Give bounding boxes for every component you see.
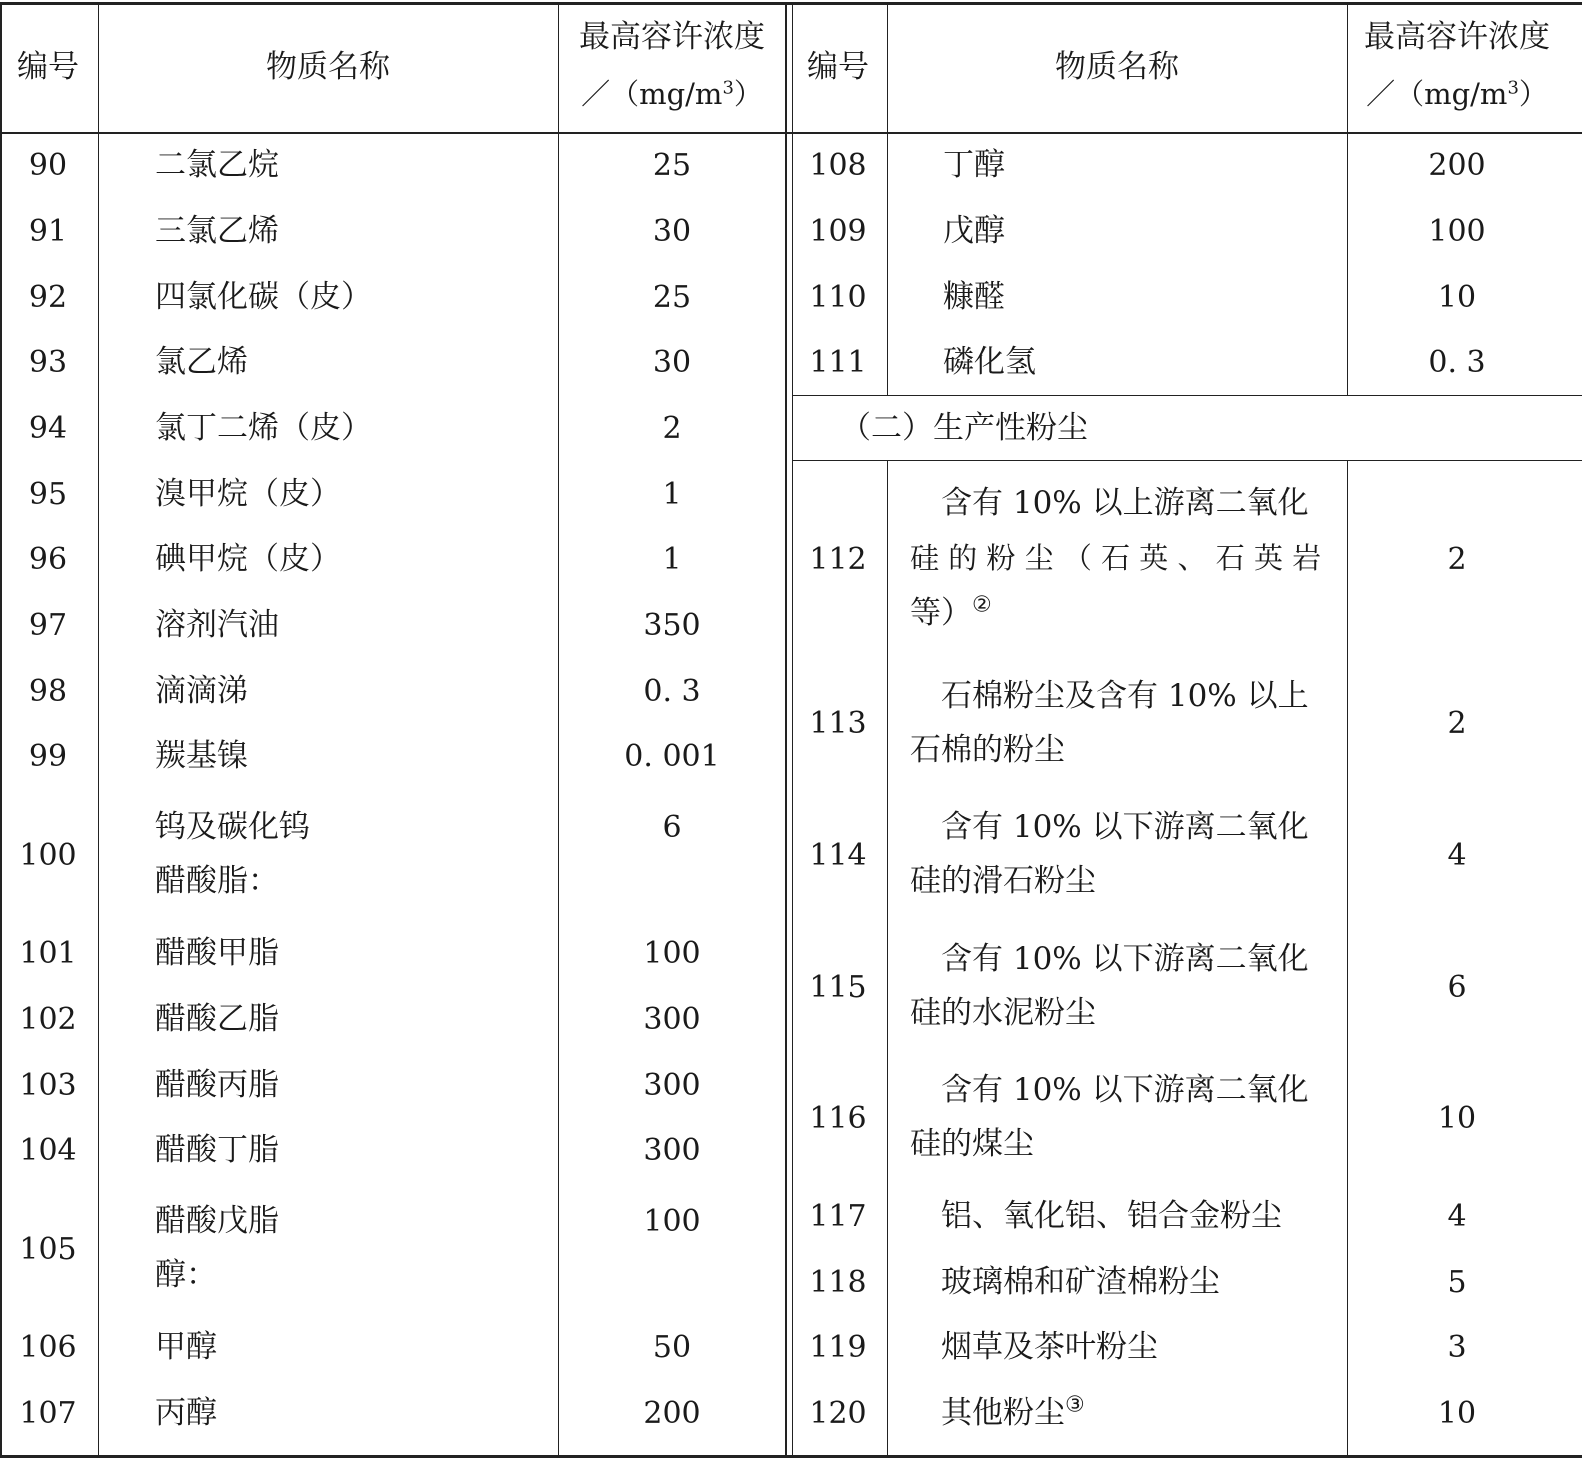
row-name-line: 含有 10% 以下游离二氧化: [910, 809, 1309, 845]
row-no: 94: [28, 411, 68, 446]
row-limit: 350: [643, 608, 701, 643]
section-top-rule: [792, 395, 1582, 396]
row-limit: 0. 3: [643, 674, 701, 709]
row-name-line: 硅 的 粉 尘 （ 石 英 、 石 英 岩: [910, 541, 1322, 575]
row-limit: 0. 3: [1428, 345, 1486, 380]
footnote-mark: ②: [972, 592, 992, 618]
right-col-divider-2b: [1347, 461, 1348, 1458]
table-bottom-rule: [0, 1455, 1582, 1458]
header-limit-left-line1: 最高容许浓度: [579, 19, 765, 55]
header-no-left: 编号: [17, 49, 79, 85]
right-col-divider-2: [1347, 2, 1348, 396]
row-limit: 200: [1428, 148, 1486, 183]
row-no: 100: [19, 838, 77, 873]
row-limit: 10: [1437, 280, 1477, 315]
row-no: 103: [19, 1068, 77, 1103]
header-limit-unit: ／（mg/m: [581, 77, 723, 111]
row-name-line: 石棉的粉尘: [910, 732, 1065, 768]
row-limit: 2: [1447, 542, 1467, 577]
header-limit-right-line2: [1366, 77, 1548, 111]
row-name-line: 硅的煤尘: [910, 1126, 1034, 1162]
row-limit: 10: [1437, 1396, 1477, 1431]
row-limit: 4: [1447, 838, 1467, 873]
row-no: 93: [28, 345, 68, 380]
row-name-line: 硅的水泥粉尘: [910, 995, 1096, 1031]
section-heading: （二）生产性粉尘: [840, 410, 1088, 446]
row-limit: 6: [662, 810, 682, 845]
center-double-rule-a: [785, 2, 787, 1458]
row-name: 羰基镍: [155, 738, 248, 774]
row-no: 102: [19, 1002, 77, 1037]
row-name-text: 等）: [910, 595, 972, 631]
row-limit: 300: [643, 1133, 701, 1168]
header-limit-sup: 3: [722, 77, 734, 99]
header-no-right: 编号: [807, 49, 869, 85]
row-limit: 0. 001: [624, 739, 720, 774]
row-no: 119: [809, 1330, 867, 1365]
row-limit: 30: [652, 345, 692, 380]
row-name-line: 铝、氧化铝、铝合金粉尘: [910, 1198, 1282, 1234]
row-no: 111: [809, 345, 867, 380]
row-name: 三氯乙烯: [155, 213, 279, 249]
row-subheading: 醋酸脂：: [155, 863, 279, 899]
row-name: 糠醛: [943, 279, 1005, 315]
row-name: 氯丁二烯（皮）: [155, 410, 372, 446]
row-limit: 25: [652, 280, 692, 315]
row-limit: 200: [643, 1396, 701, 1431]
header-name-right: 物质名称: [1055, 49, 1179, 85]
row-name-line: 硅的滑石粉尘: [910, 863, 1096, 899]
row-name: 溶剂汽油: [155, 607, 279, 643]
row-name-line: [910, 1392, 1085, 1431]
right-col-divider-1b: [887, 461, 888, 1458]
row-name: 戊醇: [943, 213, 1005, 249]
row-no: 97: [28, 608, 68, 643]
row-limit: 10: [1437, 1101, 1477, 1136]
row-limit: 100: [1428, 214, 1486, 249]
row-no: 116: [809, 1101, 867, 1136]
right-col-divider-1: [887, 2, 888, 396]
row-no: 105: [19, 1232, 77, 1267]
row-no: 90: [28, 148, 68, 183]
row-name-line: 石棉粉尘及含有 10% 以上: [910, 678, 1309, 714]
row-limit: 300: [643, 1002, 701, 1037]
row-name-line: 含有 10% 以下游离二氧化: [910, 1072, 1309, 1108]
row-name: 磷化氢: [943, 344, 1036, 380]
row-subheading: 醇：: [155, 1257, 217, 1293]
row-no: 108: [809, 148, 867, 183]
row-limit: 300: [643, 1068, 701, 1103]
row-name: 甲醇: [155, 1329, 217, 1365]
header-limit-sup: 3: [1507, 77, 1519, 99]
left-col-divider-2: [558, 2, 559, 1458]
header-limit-close: ）: [733, 77, 763, 111]
row-name: 丁醇: [943, 147, 1005, 183]
row-no: 120: [809, 1396, 867, 1431]
row-no: 110: [809, 280, 867, 315]
row-no: 106: [19, 1330, 77, 1365]
row-name: 碘甲烷（皮）: [155, 541, 341, 577]
row-limit: 3: [1447, 1330, 1467, 1365]
row-no: 109: [809, 214, 867, 249]
row-limit: 25: [652, 148, 692, 183]
row-limit: 100: [643, 1204, 701, 1239]
left-col-divider-1: [98, 2, 99, 1458]
section-bottom-rule: [792, 460, 1582, 461]
row-no: 91: [28, 214, 68, 249]
row-limit: 6: [1447, 970, 1467, 1005]
row-name: 醋酸丙脂: [155, 1067, 279, 1103]
row-name: 氯乙烯: [155, 344, 248, 380]
row-no: 98: [28, 674, 68, 709]
row-limit: 100: [643, 936, 701, 971]
row-no: 114: [809, 838, 867, 873]
row-no: 101: [19, 936, 77, 971]
header-limit-left-line2: [581, 77, 763, 111]
row-name-line: 含有 10% 以上游离二氧化: [910, 485, 1309, 521]
row-no: 104: [19, 1133, 77, 1168]
row-no: 113: [809, 706, 867, 741]
row-limit: 4: [1447, 1199, 1467, 1234]
row-no: 117: [809, 1199, 867, 1234]
row-name: 滴滴涕: [155, 673, 248, 709]
row-name: 醋酸甲脂: [155, 935, 279, 971]
row-no: 95: [28, 477, 68, 512]
row-limit: 2: [662, 411, 682, 446]
row-name: 四氯化碳（皮）: [155, 279, 372, 315]
row-no: 96: [28, 542, 68, 577]
header-limit-unit: ／（mg/m: [1366, 77, 1508, 111]
row-limit: 5: [1447, 1265, 1467, 1300]
row-no: 115: [809, 970, 867, 1005]
row-limit: 2: [1447, 706, 1467, 741]
left-border: [0, 2, 2, 1458]
row-no: 112: [809, 542, 867, 577]
header-bottom-rule: [0, 132, 1582, 134]
row-name: 钨及碳化钨: [155, 809, 310, 845]
row-no: 107: [19, 1396, 77, 1431]
row-name-line: 含有 10% 以下游离二氧化: [910, 941, 1309, 977]
footnote-mark: ③: [1065, 1392, 1085, 1418]
row-name: 醋酸丁脂: [155, 1132, 279, 1168]
row-no: 92: [28, 280, 68, 315]
row-no: 99: [28, 739, 68, 774]
row-name: 丙醇: [155, 1395, 217, 1431]
header-limit-close: ）: [1518, 77, 1548, 111]
row-name: 溴甲烷（皮）: [155, 476, 341, 512]
row-limit: 1: [662, 542, 682, 577]
row-limit: 30: [652, 214, 692, 249]
row-name-line: 烟草及茶叶粉尘: [910, 1329, 1158, 1365]
row-limit: 1: [662, 477, 682, 512]
header-limit-right-line1: 最高容许浓度: [1364, 19, 1550, 55]
row-name: 二氯乙烷: [155, 147, 279, 183]
row-limit: 50: [652, 1330, 692, 1365]
center-double-rule-b: [792, 2, 793, 1458]
row-name: 醋酸戊脂: [155, 1203, 279, 1239]
row-name-line: 玻璃棉和矿渣棉粉尘: [910, 1264, 1220, 1300]
row-no: 118: [809, 1265, 867, 1300]
row-name: 醋酸乙脂: [155, 1001, 279, 1037]
header-name-left: 物质名称: [266, 49, 390, 85]
row-name-line: [910, 592, 992, 631]
row-name-text: 其他粉尘: [910, 1395, 1065, 1431]
table-top-rule: [0, 2, 1582, 5]
